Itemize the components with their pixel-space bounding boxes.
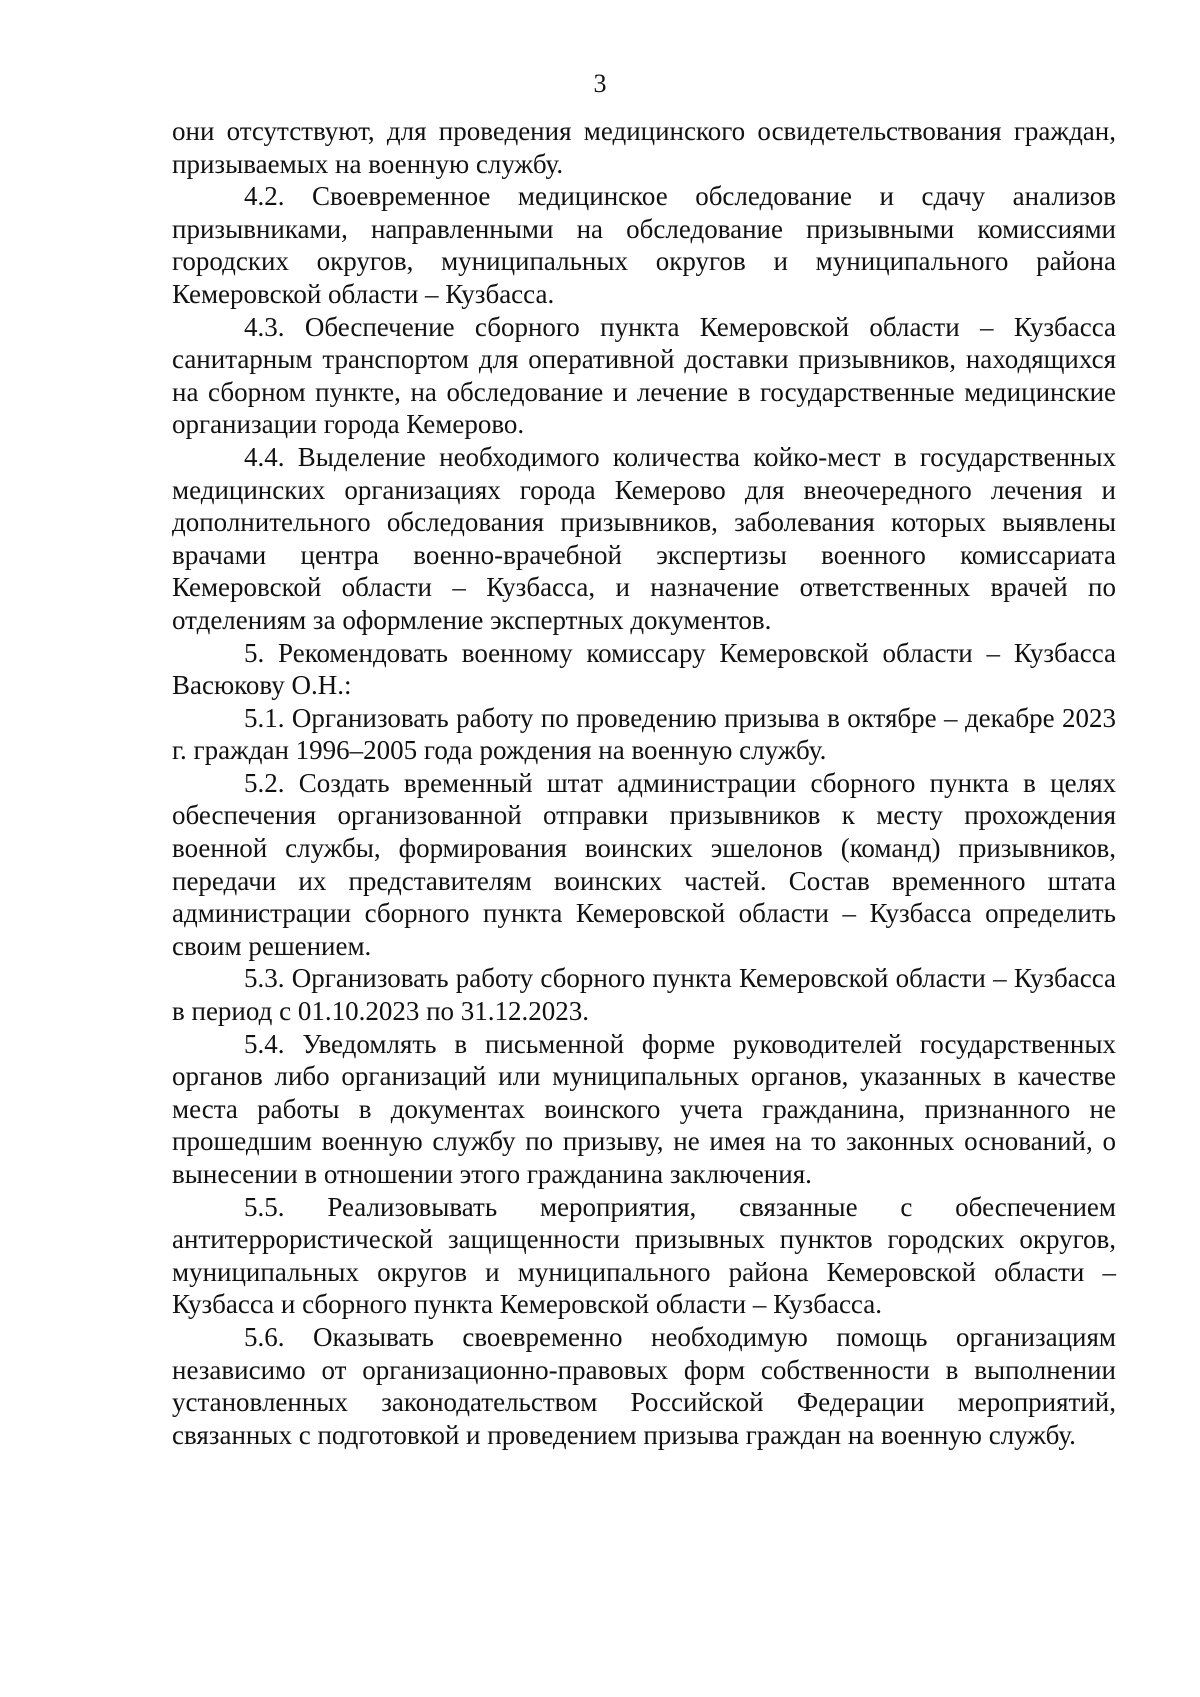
paragraph-continuation: они отсутствуют, для проведения медицинского освидетельствования граждан, призываемых на военную службу. <box>172 116 1116 179</box>
paragraph-5-2: 5.2. Создать временный штат администрации сборного пункта в целях обеспечения организованной отправки призывников к месту прохождения военной службы, формирования воинских эшелонов (команд) призывников, передачи их представителям воинских частей. Состав временного штата администрации сборного пункта Кемеровской области – Кузбасса определить своим решением. <box>172 767 1116 961</box>
paragraph-5-1: 5.1. Организовать работу по проведению призыва в октябре – декабре 2023 г. граждан 1996–2005 года рождения на военную службу. <box>172 702 1116 766</box>
paragraph-4-2: 4.2. Своевременное медицинское обследование и сдачу анализов призывниками, направленными на обследование призывными комиссиями городских округов, муниципальных округов и муниципального района Кемеровской области – Кузбасса. <box>172 181 1116 309</box>
paragraph-5-4: 5.4. Уведомлять в письменной форме руководителей государственных органов либо организаций или муниципальных органов, указанных в качестве места работы в документах воинского учета гражданина, признанного не прошедшим военную службу по призыву, не имея на то законных оснований, о вынесении в отношении этого гражданина заключения. <box>172 1028 1116 1189</box>
document-body <box>172 115 1116 1451</box>
paragraph-4-4: 4.4. Выделение необходимого количества койко-мест в государственных медицинских организациях города Кемерово для внеочередного лечения и дополнительного обследования призывников, заболевания которых выявлены врачами центра военно-врачебной экспертизы военного комиссариата Кемеровской области – Кузбасса, и назначение ответственных врачей по отделениям за оформление экспертных документов. <box>172 441 1116 635</box>
paragraph-5-5: 5.5. Реализовывать мероприятия, связанные с обеспечением антитеррористической защищенности призывных пунктов городских округов, муниципальных округов и муниципального района Кемеровской области – Кузбасса и сборного пункта Кемеровской области – Кузбасса. <box>172 1191 1116 1320</box>
page-number: 3 <box>593 69 607 98</box>
paragraph-5: 5. Рекомендовать военному комиссару Кемеровской области – Кузбасса Васюкову О.Н.: <box>172 637 1116 701</box>
paragraph-4-3: 4.3. Обеспечение сборного пункта Кемеровской области – Кузбасса санитарным транспортом для оперативной доставки призывников, находящихся на сборном пункте, на обследование и лечение в государственные медицинские организации города Кемерово. <box>172 311 1116 440</box>
paragraph-5-3: 5.3. Организовать работу сборного пункта Кемеровской области – Кузбасса в период с 01.10.2023 по 31.12.2023. <box>172 963 1116 1027</box>
paragraph-5-6: 5.6. Оказывать своевременно необходимую помощь организациям независимо от организационно-правовых форм собственности в выполнении установленных законодательством Российской Федерации мероприятий, связанных с подготовкой и проведением призыва граждан на военную службу. <box>172 1321 1116 1450</box>
